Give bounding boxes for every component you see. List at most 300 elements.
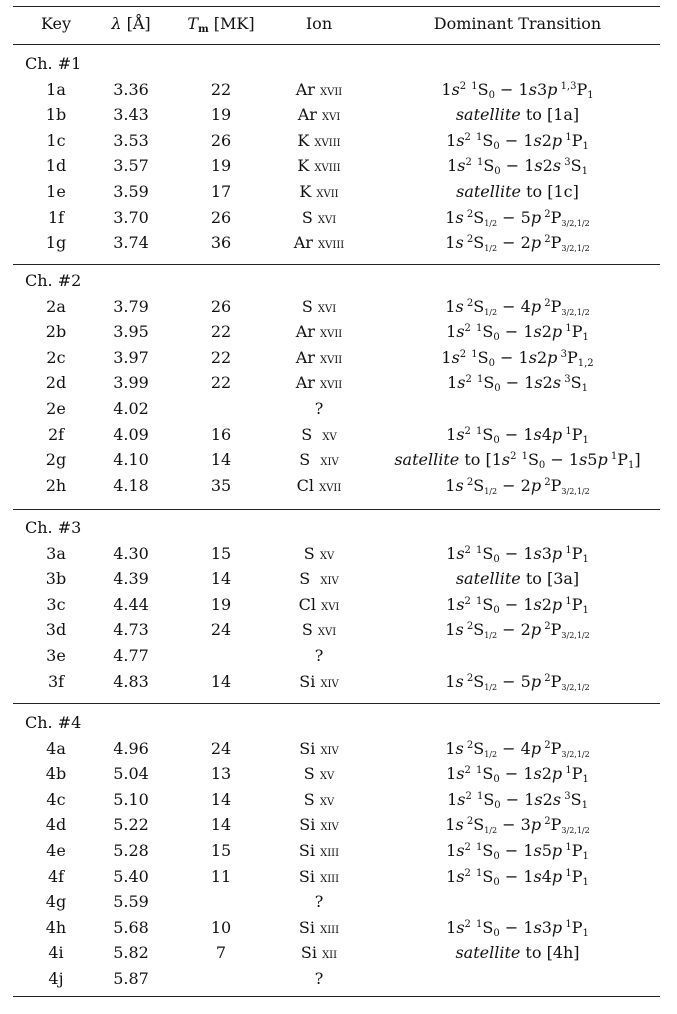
superscript: 2 — [465, 157, 472, 168]
superscript: 1 — [476, 868, 483, 879]
transition-text: S — [570, 790, 582, 809]
italic-text: p — [530, 672, 542, 691]
temperature-cell: 14 — [210, 815, 232, 834]
superscript: 2 — [464, 132, 471, 143]
transition-text: to [4h] — [520, 943, 580, 962]
italic-text: p — [551, 322, 563, 341]
transition-text: − 2 — [497, 233, 531, 252]
fraction-subscript: 1/2 — [484, 487, 498, 496]
wavelength-cell: 3.53 — [113, 131, 149, 150]
italic-text: s — [455, 815, 464, 834]
ion-stage: xiv — [320, 572, 339, 588]
italic-text: satellite — [455, 105, 521, 124]
ion-cell — [263, 370, 375, 397]
transition-text: S — [473, 620, 485, 639]
wavelength-cell: 3.36 — [113, 80, 149, 99]
transition-text: − 2 — [497, 476, 531, 495]
transition-text: P — [576, 80, 588, 99]
transition-cell — [375, 812, 660, 837]
italic-text: p — [551, 867, 563, 886]
italic-text: p — [551, 918, 563, 937]
italic-text: s — [455, 739, 464, 758]
italic-text: p — [530, 233, 542, 252]
key-cell: 4c — [46, 790, 66, 809]
transition-text: P — [550, 233, 562, 252]
transition-text: − 1 — [499, 544, 534, 563]
ion-stage: xvi — [317, 300, 337, 316]
transition-text: 5 — [587, 450, 598, 469]
transition-text: P — [550, 672, 562, 691]
table-row — [13, 940, 660, 965]
superscript: 3 — [561, 374, 571, 385]
table-row — [13, 966, 660, 991]
superscript: 2 — [463, 298, 474, 309]
ion-stage: xvi — [317, 623, 337, 639]
temperature-cell: 35 — [210, 476, 232, 495]
ion-stage: xv — [322, 428, 337, 444]
temperature-cell: 19 — [210, 595, 232, 614]
ion-cell — [263, 592, 375, 619]
fraction-subscript: 1/2 — [484, 219, 498, 228]
wavelength-cell: 4.96 — [113, 739, 149, 758]
ion-cell — [263, 761, 375, 788]
key-cell: 4b — [45, 764, 67, 783]
ion-element: Ar — [295, 348, 315, 367]
transition-text: − 1 — [499, 764, 534, 783]
key-cell: 1b — [45, 105, 67, 124]
fraction-subscript: 1/2 — [484, 826, 498, 835]
italic-text: s — [455, 476, 464, 495]
transition-text: 2 — [542, 790, 553, 809]
header-temperature — [179, 11, 263, 36]
key-cell: 4g — [45, 892, 67, 911]
ion-element: Cl — [296, 476, 314, 495]
fraction-subscript: 3/2,1/2 — [561, 219, 590, 228]
temperature-cell: 22 — [210, 373, 232, 392]
subscript: 1 — [582, 928, 589, 939]
ion-element: S — [301, 208, 313, 227]
subscript: 0 — [494, 800, 501, 811]
ion-element: K — [299, 182, 312, 201]
transition-text: P — [550, 620, 562, 639]
ion-stage: xvii — [320, 325, 343, 341]
ion-cell — [263, 669, 375, 696]
transition-text: P — [571, 425, 583, 444]
italic-text: s — [457, 790, 466, 809]
transition-text: S — [482, 867, 494, 886]
temperature-cell: 22 — [210, 348, 232, 367]
ion-cell — [263, 294, 375, 321]
temperature-cell: 26 — [210, 297, 232, 316]
transition-text: S — [482, 918, 494, 937]
transition-text: 3 — [536, 80, 548, 99]
transition-text: 1 — [447, 373, 458, 392]
table-row — [13, 473, 660, 498]
transition-text: − 1 — [494, 348, 529, 367]
transition-text: − 1 — [494, 80, 529, 99]
ion-stage: xviii — [318, 236, 345, 252]
wavelength-cell: 4.10 — [113, 450, 149, 469]
key-cell: 2d — [45, 373, 67, 392]
transition-cell — [375, 915, 660, 940]
italic-text: p — [551, 595, 563, 614]
wavelength-cell: 3.97 — [113, 348, 149, 367]
subscript: 0 — [493, 554, 500, 565]
wavelength-cell: 3.57 — [113, 156, 149, 175]
italic-text: s — [456, 544, 465, 563]
superscript: 2 — [541, 740, 551, 751]
ion-cell — [263, 541, 375, 568]
transition-text: − 3 — [497, 815, 531, 834]
subscript: 0 — [494, 383, 501, 394]
key-cell: 1g — [45, 233, 67, 252]
wavelength-cell: 5.59 — [113, 892, 149, 911]
temperature-cell: 11 — [210, 867, 232, 886]
fraction-subscript: 3/2,1/2 — [561, 750, 590, 759]
lambda-unit: [Å] — [126, 14, 151, 33]
transition-text — [516, 450, 521, 469]
temperature-cell: 14 — [210, 790, 232, 809]
ion-cell — [263, 889, 375, 914]
superscript: 1 — [562, 868, 572, 879]
transition-cell — [375, 294, 660, 319]
table-row — [13, 230, 660, 255]
italic-text: s — [552, 790, 562, 809]
transition-text: − 1 — [499, 841, 534, 860]
wavelength-cell: 3.70 — [113, 208, 149, 227]
transition-cell — [375, 736, 660, 761]
subscript: 0 — [493, 877, 500, 888]
wavelength-cell: 5.40 — [113, 867, 149, 886]
italic-text: s — [456, 131, 465, 150]
ion-stage: xiv — [320, 742, 339, 758]
fraction-subscript: 3/2,1/2 — [561, 487, 590, 496]
fraction-subscript: 3/2,1/2 — [561, 683, 590, 692]
temperature-cell: 15 — [210, 841, 232, 860]
superscript: 1 — [562, 545, 572, 556]
italic-text: s — [579, 450, 588, 469]
superscript: 1 — [476, 132, 483, 143]
transition-text: to [1 — [459, 450, 502, 469]
ion-element: Si — [299, 815, 316, 834]
transition-text: 1 — [445, 620, 456, 639]
key-cell: 3c — [46, 595, 66, 614]
ion-cell — [263, 864, 375, 891]
superscript: 1 — [521, 451, 528, 462]
ion-stage: xiv — [320, 453, 339, 469]
transition-text: S — [483, 156, 495, 175]
transition-text: 1 — [445, 233, 456, 252]
key-cell: 2g — [45, 450, 67, 469]
italic-text: p — [551, 544, 563, 563]
superscript: 1 — [471, 349, 478, 360]
ion-element: ? — [314, 399, 324, 418]
superscript: 1 — [607, 451, 618, 462]
key-cell: 3b — [45, 569, 67, 588]
transition-cell — [375, 370, 660, 395]
table-row — [13, 787, 660, 812]
ion-element: Si — [298, 867, 315, 886]
key-cell: 4h — [45, 918, 67, 937]
transition-text: P — [571, 841, 583, 860]
superscript: 2 — [541, 234, 551, 245]
italic-text: p — [551, 764, 563, 783]
transition-text: S — [473, 233, 485, 252]
transition-cell — [375, 864, 660, 889]
table-row — [13, 128, 660, 153]
key-cell: 2c — [46, 348, 66, 367]
table-row — [13, 761, 660, 786]
ion-cell — [263, 473, 375, 500]
temperature-cell: 15 — [210, 544, 232, 563]
transition-text: P — [571, 544, 583, 563]
superscript: 1 — [562, 426, 572, 437]
section-rule — [13, 264, 660, 265]
transition-cell — [375, 447, 660, 472]
ion-stage: xvii — [316, 185, 339, 201]
italic-text: p — [530, 620, 542, 639]
transition-text: 1 — [446, 918, 457, 937]
temperature-cell: 19 — [210, 156, 232, 175]
superscript: 1 — [562, 919, 572, 930]
wavelength-cell: 4.83 — [113, 672, 149, 691]
ion-cell — [263, 128, 375, 155]
ion-stage: xiii — [320, 870, 340, 886]
transition-text: 2 — [542, 373, 553, 392]
lambda-symbol: λ — [111, 14, 122, 33]
fraction-subscript: 1/2 — [484, 631, 498, 640]
italic-text: s — [501, 450, 511, 469]
superscript: 2 — [464, 765, 471, 776]
key-cell: 1a — [46, 80, 66, 99]
transition-cell — [375, 473, 660, 498]
superscript: 1 — [476, 765, 483, 776]
subscript: 1 — [582, 877, 589, 888]
fraction-subscript: 1/2 — [484, 308, 498, 317]
transition-cell — [375, 592, 660, 617]
italic-text: s — [534, 373, 543, 392]
table-row — [13, 566, 660, 591]
ion-stage: xvi — [321, 598, 340, 614]
transition-text: S — [482, 764, 494, 783]
italic-text: s — [533, 595, 542, 614]
ion-cell — [263, 230, 375, 257]
transition-text: S — [483, 790, 495, 809]
transition-text: 1 — [446, 131, 457, 150]
table-row — [13, 102, 660, 127]
key-cell: 2f — [47, 425, 65, 444]
subscript: 0 — [493, 332, 500, 343]
transition-text: 1 — [445, 672, 456, 691]
transition-text: P — [550, 476, 562, 495]
transition-text: 1 — [447, 790, 458, 809]
key-cell: 1f — [47, 208, 65, 227]
superscript: 1 — [471, 81, 478, 92]
italic-text: s — [534, 790, 543, 809]
temperature-cell: 17 — [210, 182, 232, 201]
wavelength-cell: 5.87 — [113, 969, 149, 988]
ion-stage: xiv — [320, 675, 339, 691]
transition-text: 1 — [445, 476, 456, 495]
transition-text: − 5 — [497, 672, 531, 691]
fraction-subscript: 3/2,1/2 — [561, 244, 590, 253]
transition-text: 1 — [446, 544, 457, 563]
wavelength-cell: 5.22 — [113, 815, 149, 834]
table-row — [13, 319, 660, 344]
transition-text: S — [527, 450, 539, 469]
italic-text: p — [551, 425, 563, 444]
header-transition: Dominant Transition — [433, 14, 602, 33]
fraction-subscript: 3/2,1/2 — [561, 631, 590, 640]
table-row — [13, 592, 660, 617]
ion-element: S — [303, 790, 315, 809]
key-cell: 4i — [48, 943, 64, 962]
subscript: 1 — [582, 851, 589, 862]
superscript: 3 — [561, 157, 571, 168]
fraction-subscript: 1/2 — [484, 244, 498, 253]
temperature-cell: 26 — [210, 208, 232, 227]
transition-text: 2 — [541, 764, 552, 783]
transition-text: S — [473, 815, 485, 834]
transition-text: − 1 — [499, 131, 534, 150]
transition-text: 1 — [446, 841, 457, 860]
transition-text: 1 — [446, 595, 457, 614]
key-cell: 3a — [46, 544, 66, 563]
italic-text: s — [451, 80, 460, 99]
ion-element: Cl — [298, 595, 316, 614]
superscript: 3 — [561, 791, 571, 802]
ion-stage: xiii — [320, 921, 340, 937]
transition-text: P — [550, 208, 562, 227]
italic-text: p — [547, 348, 558, 367]
wavelength-cell: 3.99 — [113, 373, 149, 392]
key-cell: 3e — [46, 646, 66, 665]
subscript: 0 — [488, 90, 495, 101]
ion-element: S — [303, 764, 315, 783]
ion-cell — [263, 643, 375, 668]
superscript: 2 — [463, 209, 474, 220]
ion-stage: xvi — [317, 211, 337, 227]
ion-element: S — [299, 450, 316, 469]
ion-cell — [263, 102, 375, 129]
subscript: 1,2 — [577, 358, 594, 369]
key-cell: 4f — [47, 867, 65, 886]
italic-text: s — [533, 867, 542, 886]
ion-stage: xiii — [320, 844, 340, 860]
fraction-subscript: 3/2,1/2 — [561, 308, 590, 317]
ion-cell — [263, 345, 375, 372]
temperature-cell: 14 — [210, 450, 232, 469]
transition-text: S — [477, 80, 489, 99]
temperature-cell: 14 — [210, 569, 232, 588]
superscript: 2 — [463, 234, 474, 245]
superscript: 2 — [510, 451, 517, 462]
transition-text: S — [477, 348, 489, 367]
transition-cell — [375, 153, 660, 178]
superscript: 1,3 — [557, 81, 577, 92]
superscript: 2 — [541, 621, 551, 632]
superscript: 2 — [541, 673, 551, 684]
key-cell: 4a — [46, 739, 66, 758]
transition-text: S — [482, 544, 494, 563]
superscript: 1 — [562, 765, 572, 776]
superscript: 2 — [464, 426, 471, 437]
ion-cell — [263, 736, 375, 763]
subscript: 1 — [628, 460, 635, 471]
superscript: 1 — [476, 374, 484, 385]
superscript: 3 — [557, 349, 567, 360]
ion-cell — [263, 966, 375, 991]
transition-text: − 2 — [497, 620, 531, 639]
tm-symbol: T — [187, 14, 199, 33]
ion-stage: xvii — [319, 479, 342, 495]
italic-text: p — [530, 815, 542, 834]
ion-cell — [263, 447, 375, 474]
temperature-cell: 13 — [210, 764, 232, 783]
wavelength-cell: 4.02 — [113, 399, 149, 418]
italic-text: s — [451, 348, 460, 367]
italic-text: p — [547, 80, 558, 99]
italic-text: p — [551, 841, 563, 860]
ion-element: S — [299, 569, 316, 588]
italic-text: s — [534, 156, 543, 175]
transition-text: S — [473, 208, 485, 227]
transition-cell — [375, 617, 660, 642]
italic-text: s — [533, 841, 542, 860]
wavelength-cell: 3.95 — [113, 322, 149, 341]
transition-text: P — [550, 815, 562, 834]
subscript: 0 — [538, 460, 546, 471]
transition-text: to [1c] — [521, 182, 579, 201]
section-rule — [13, 509, 660, 510]
superscript: 1 — [476, 157, 484, 168]
ion-element: K — [297, 131, 310, 150]
ion-cell — [263, 396, 375, 421]
transition-text: − 4 — [497, 297, 531, 316]
section-label: Ch. #1 — [25, 54, 82, 73]
superscript: 2 — [463, 816, 474, 827]
italic-text: s — [533, 425, 542, 444]
wavelength-cell: 5.04 — [113, 764, 149, 783]
italic-text: s — [455, 233, 464, 252]
table-row — [13, 179, 660, 204]
transition-cell — [375, 838, 660, 863]
ion-element: S — [303, 544, 315, 563]
ion-element: Si — [300, 943, 317, 962]
transition-text: S — [570, 373, 582, 392]
transition-text: 1 — [447, 156, 458, 175]
superscript: 2 — [463, 477, 474, 488]
header-ion: Ion — [305, 14, 333, 33]
fraction-subscript: 1/2 — [484, 750, 498, 759]
transition-text: S — [482, 131, 494, 150]
transition-text: 1 — [445, 815, 456, 834]
subscript: 0 — [493, 851, 500, 862]
transition-text: 1 — [441, 348, 452, 367]
transition-text: − 1 — [499, 322, 534, 341]
transition-text: P — [550, 297, 562, 316]
superscript: 1 — [476, 596, 483, 607]
transition-text: − 1 — [500, 156, 535, 175]
wavelength-cell: 4.77 — [113, 646, 149, 665]
italic-text: s — [533, 918, 542, 937]
ion-stage: xii — [322, 946, 338, 962]
table-row — [13, 864, 660, 889]
transition-text: S — [473, 476, 485, 495]
table-row — [13, 915, 660, 940]
superscript: 1 — [562, 596, 572, 607]
ion-cell — [263, 566, 375, 593]
